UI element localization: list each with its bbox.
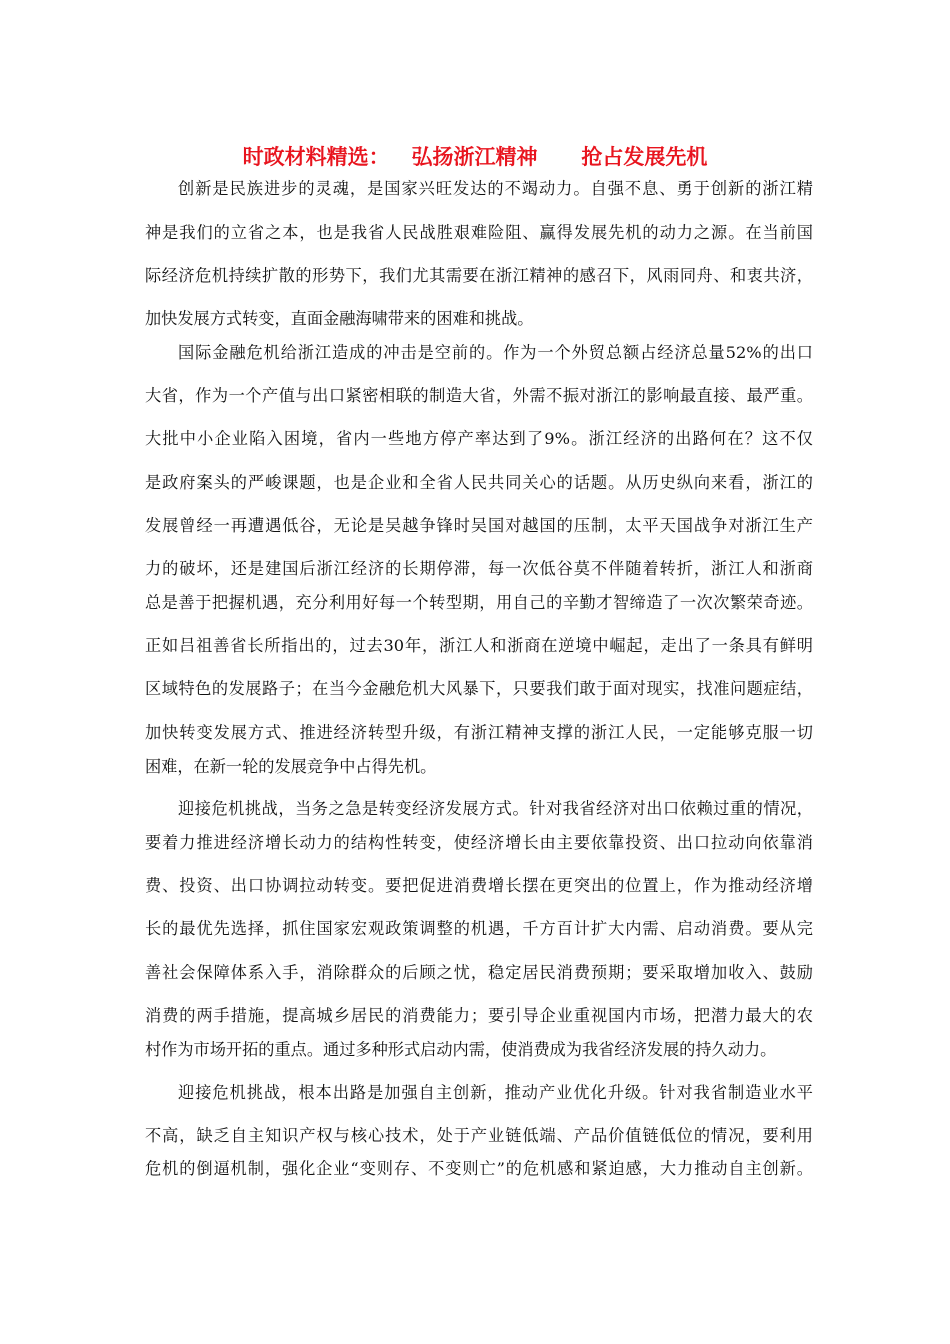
body-line: 危机的倒逼机制，强化企业“变则存、不变则亡”的危机感和紧迫感，大力推动自主创新。 (145, 1159, 813, 1178)
document-title: 时政材料精选： 弘扬浙江精神 抢占发展先机 (242, 145, 708, 169)
body-line: 区域特色的发展路子；在当今金融危机大风暴下，只要我们敢于面对现实，找准问题症结， (145, 679, 813, 698)
body-line: 迎接危机挑战，当务之急是转变经济发展方式。针对我省经济对出口依赖过重的情况， (178, 799, 813, 818)
body-line: 不高，缺乏自主知识产权与核心技术，处于产业链低端、产品价值链低位的情况，要利用 (145, 1126, 813, 1145)
body-line: 神是我们的立省之本，也是我省人民战胜艰难险阻、赢得发展先机的动力之源。在当前国 (145, 223, 813, 242)
body-line: 消费的两手措施，提高城乡居民的消费能力；要引导企业重视国内市场，把潜力最大的农 (145, 1006, 813, 1025)
body-line: 长的最优先选择，抓住国家宏观政策调整的机遇，千方百计扩大内需、启动消费。要从完 (145, 919, 813, 938)
body-line: 国际金融危机给浙江造成的冲击是空前的。作为一个外贸总额占经济总量52%的出口 (178, 343, 813, 362)
body-line: 困难，在新一轮的发展竞争中占得先机。 (145, 757, 437, 776)
body-line: 际经济危机持续扩散的形势下，我们尤其需要在浙江精神的感召下，风雨同舟、和衷共济， (145, 266, 813, 285)
body-line: 总是善于把握机遇，充分利用好每一个转型期，用自己的辛勤才智缔造了一次次繁荣奇迹。 (145, 593, 813, 612)
body-line: 加快转变发展方式、推进经济转型升级，有浙江精神支撑的浙江人民，一定能够克服一切 (145, 723, 813, 742)
body-line: 要着力推进经济增长动力的结构性转变，使经济增长由主要依靠投资、出口拉动向依靠消 (145, 833, 813, 852)
body-line: 费、投资、出口协调拉动转变。要把促进消费增长摆在更突出的位置上，作为推动经济增 (145, 876, 813, 895)
body-line: 大批中小企业陷入困境，省内一些地方停产率达到了9%。浙江经济的出路何在？这不仅 (145, 429, 813, 448)
body-line: 发展曾经一再遭遇低谷，无论是吴越争锋时吴国对越国的压制，太平天国战争对浙江生产 (145, 516, 813, 535)
body-line: 正如吕祖善省长所指出的，过去30年，浙江人和浙商在逆境中崛起，走出了一条具有鲜明 (145, 636, 813, 655)
body-line: 善社会保障体系入手，消除群众的后顾之忧，稳定居民消费预期；要采取增加收入、鼓励 (145, 963, 813, 982)
body-line: 村作为市场开拓的重点。通过多种形式启动内需，使消费成为我省经济发展的持久动力。 (145, 1040, 777, 1059)
body-line: 力的破坏，还是建国后浙江经济的长期停滞，每一次低谷莫不伴随着转折，浙江人和浙商 (145, 559, 813, 578)
body-line: 大省，作为一个产值与出口紧密相联的制造大省，外需不振对浙江的影响最直接、最严重。 (145, 386, 813, 405)
body-line: 是政府案头的严峻课题，也是企业和全省人民共同关心的话题。从历史纵向来看，浙江的 (145, 473, 813, 492)
body-line: 加快发展方式转变，直面金融海啸带来的困难和挑战。 (145, 309, 534, 328)
body-line: 创新是民族进步的灵魂，是国家兴旺发达的不竭动力。自强不息、勇于创新的浙江精 (178, 179, 813, 198)
body-line: 迎接危机挑战，根本出路是加强自主创新，推动产业优化升级。针对我省制造业水平 (178, 1083, 813, 1102)
